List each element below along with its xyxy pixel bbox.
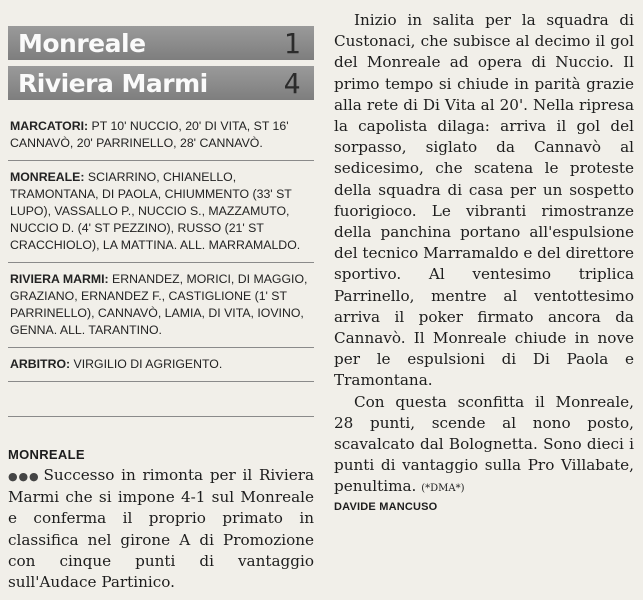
article-paragraph-2 [334, 392, 634, 500]
info-text: VIRGILIO DI AGRIGENTO. [73, 357, 223, 371]
home-team-name: Monreale [18, 28, 146, 58]
info-label: ARBITRO: [10, 357, 71, 371]
lead-text: Successo in rimonta per il Riviera Marmi che si impone 4-1 sul Monreale e conferma il proprio primato in classifica nel girone A di Promozione con cinque punti di vantaggio sull'Audace Partinico. [8, 466, 315, 592]
scoreboard-row-home [8, 26, 314, 60]
info-home-lineup [8, 161, 314, 263]
article-kicker: MONREALE [8, 447, 85, 462]
left-column [8, 26, 314, 593]
author-tag: (*DMA*) [421, 483, 465, 495]
info-away-lineup [8, 263, 314, 348]
info-text: SCIARRINO, CHIANELLO, TRAMONTANA, DI PAOLA, CHIUMMENTO (33' ST LUPO), VASSALLO P., NUCCIO S., MAZZAMUTO, NUCCIO D. (4' ST PEZZINO), RUSSO (21' ST CRACCHIOLO), LA MATTINA. ALL. MARRAMALDO. [10, 170, 301, 252]
info-text: PT 10' NUCCIO, 20' DI VITA, ST 16' CANNAVÒ, 20' PARRINELLO, 28' CANNAVÒ. [10, 119, 289, 150]
away-team-score: 4 [283, 66, 300, 100]
bullet-dots-icon: ●●● [8, 470, 40, 483]
home-team-score: 1 [283, 26, 300, 60]
info-text: ERNANDEZ, MORICI, DI MAGGIO, GRAZIANO, ERNANDEZ F., CASTIGLIONE (1' ST PARRINELLO), CANNAVÒ, LAMIA, DI VITA, IOVINO, GENNA. ALL. TARANTINO. [10, 272, 308, 337]
scoreboard-row-away [8, 66, 314, 100]
info-scorers [8, 110, 314, 161]
info-label: RIVIERA MARMI: [10, 272, 109, 286]
paragraph-2-text: Con questa sconfitta il Monreale, 28 punti, scende al nono posto, scavalcato dal Bolognetta. Sono dieci i punti di vantaggio sulla Pro Villabate, penultima. [334, 392, 634, 496]
byline: DAVIDE MANCUSO [334, 500, 438, 513]
away-team-name: Riviera Marmi [18, 68, 208, 98]
info-referee [8, 348, 314, 382]
divider [8, 382, 314, 417]
right-column [334, 10, 634, 513]
article-paragraph-1: Inizio in salita per la squadra di Custonaci, che subisce al decimo il gol del Monreale ad opera di Nuccio. Il primo tempo si chiude in parità grazie alla rete di Di Vita al 20'. Nella ripresa la capolista dilaga: arriva il gol del sorpasso, siglato da Cannavò al sedicesimo, che scatena le proteste della squadra di casa per un sospetto fuorigioco. Le vibranti rimostranze della panchina portano all'espulsione del tecnico Marramaldo e del direttore sportivo. Al ventesimo triplica Parrinello, mentre al ventottesimo arriva il poker firmato ancora da Cannavò. Il Monreale chiude in nove per le espulsioni di Di Paola e Tramontana. [334, 11, 634, 390]
article-lead [8, 465, 314, 593]
info-label: MONREALE: [10, 170, 85, 184]
info-label: MARCATORI: [10, 119, 89, 133]
